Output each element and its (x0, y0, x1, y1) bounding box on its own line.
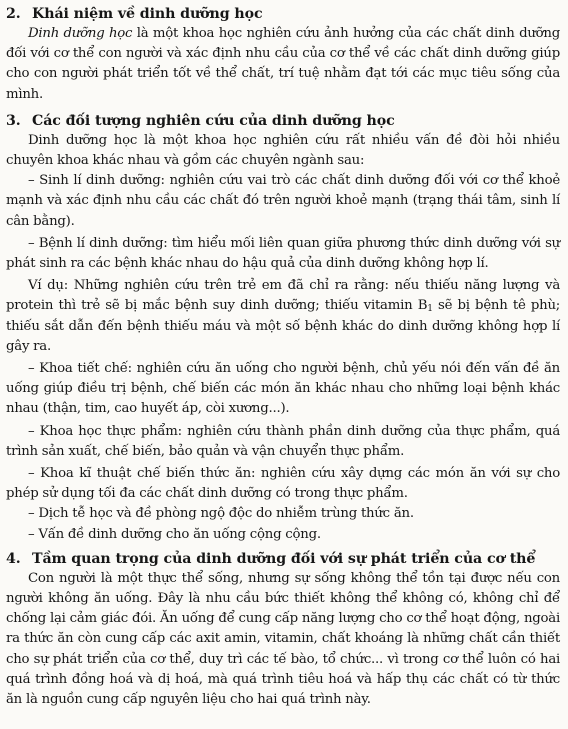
example-text-b: sẽ bị bệnh tê phù; thiếu sắt dẫn đến bệnh thiếu máu và một số bệnh khác do dinh dưỡng không hợp lí gây ra. (6, 298, 560, 354)
defined-term: Dinh dưỡng học (28, 26, 133, 41)
section-2-heading (6, 4, 560, 24)
section-4-number: 4. (6, 550, 21, 567)
example-text-a: Ví dụ: Những nghiên cứu trên trẻ em đã chỉ ra rằng: nếu thiếu năng lượng và protein thì trẻ sẽ bị mắc bệnh suy dinh dưỡng; thiếu vitamin B (6, 278, 560, 314)
section-2-paragraph (6, 24, 560, 105)
list-item-food-science: – Khoa học thực phẩm: nghiên cứu thành phần dinh dưỡng của thực phẩm, quá trình sản xuất, chế biến, bảo quản và vận chuyển thực phẩm. (6, 423, 560, 459)
section-3-number: 3. (6, 112, 21, 129)
list-item-pathology: – Bệnh lí dinh dưỡng: tìm hiểu mối liên quan giữa phương thức dinh dưỡng với sự phát sinh ra các bệnh khác nhau do hậu quả của dinh dưỡng không hợp lí. (6, 235, 560, 272)
section-4-paragraph: Con người là một thực thể sống, nhưng sự sống không thể tồn tại được nếu con người không ăn uống. Đây là nhu cầu bức thiết không thể không có, không chỉ để chống lại cảm giác đói. Ăn uống để cung cấp năng lượng cho cơ thể hoạt động, ngoài ra thức ăn còn cung cấp các axit amin, vitamin, chất khoáng là những chất cần thiết cho sự phát triển của cơ thể, duy trì các tế bào, tổ chức... vì trong cơ thể luôn có hai quá trình đồng hoá và dị hoá, mà quá trình tiêu hoá và hấp thụ các chất có từ thức ăn là nguồn cung cấp nguyên liệu cho hai quá trình này. (6, 570, 560, 708)
section-3-title: Các đối tượng nghiên cứu của dinh dưỡng học (32, 112, 395, 129)
definition-text: là một khoa học nghiên cứu ảnh hưởng của các chất dinh dưỡng đối với cơ thể con người và xác định nhu cầu của cơ thể về các chất dinh dưỡng giúp cho con người phát triển tốt về thể chất, trí tuệ nhằm đạt tới các mục tiêu sống của mình. (6, 26, 560, 102)
section-2-title: Khái niệm về dinh dưỡng học (32, 6, 263, 22)
section-3-heading (6, 111, 560, 131)
list-item-food-processing: – Khoa kĩ thuật chế biến thức ăn: nghiên cứu xây dựng các món ăn với sự cho phép sử dụng tối đa các chất dinh dưỡng có trong thực phẩm. (6, 466, 560, 502)
section-3-intro: Dinh dưỡng học là một khoa học nghiên cứu rất nhiều vấn đề đòi hỏi nhiều chuyên khoa khác nhau và gồm các chuyên ngành sau: (6, 132, 560, 169)
list-item-epidemiology: – Dịch tễ học và đề phòng ngộ độc do nhiễm trùng thức ăn. (28, 506, 414, 522)
example-paragraph (6, 276, 560, 357)
vitamin-subscript: 1 (427, 304, 433, 315)
section-4-heading (6, 549, 560, 569)
list-item-public-nutrition: – Vấn đề dinh dưỡng cho ăn uống cộng cộng. (28, 526, 321, 542)
list-item-dietetics: – Khoa tiết chế: nghiên cứu ăn uống cho người bệnh, chủ yếu nói đến vấn đề ăn uống giúp điều trị bệnh, chế biến các món ăn khác nhau cho những loại bệnh khác nhau (thận, tim, cao huyết áp, còi xương...). (6, 361, 560, 417)
section-2-number: 2. (6, 6, 21, 22)
list-item-physiology: – Sinh lí dinh dưỡng: nghiên cứu vai trò các chất dinh dưỡng đối với cơ thể khoẻ mạnh và xác định nhu cầu các chất đó trên người khoẻ mạnh (trạng thái tâm, sinh lí cân bằng). (6, 173, 560, 229)
section-4-title: Tầm quan trọng của dinh dưỡng đối với sự phát triển của cơ thể (32, 550, 536, 567)
